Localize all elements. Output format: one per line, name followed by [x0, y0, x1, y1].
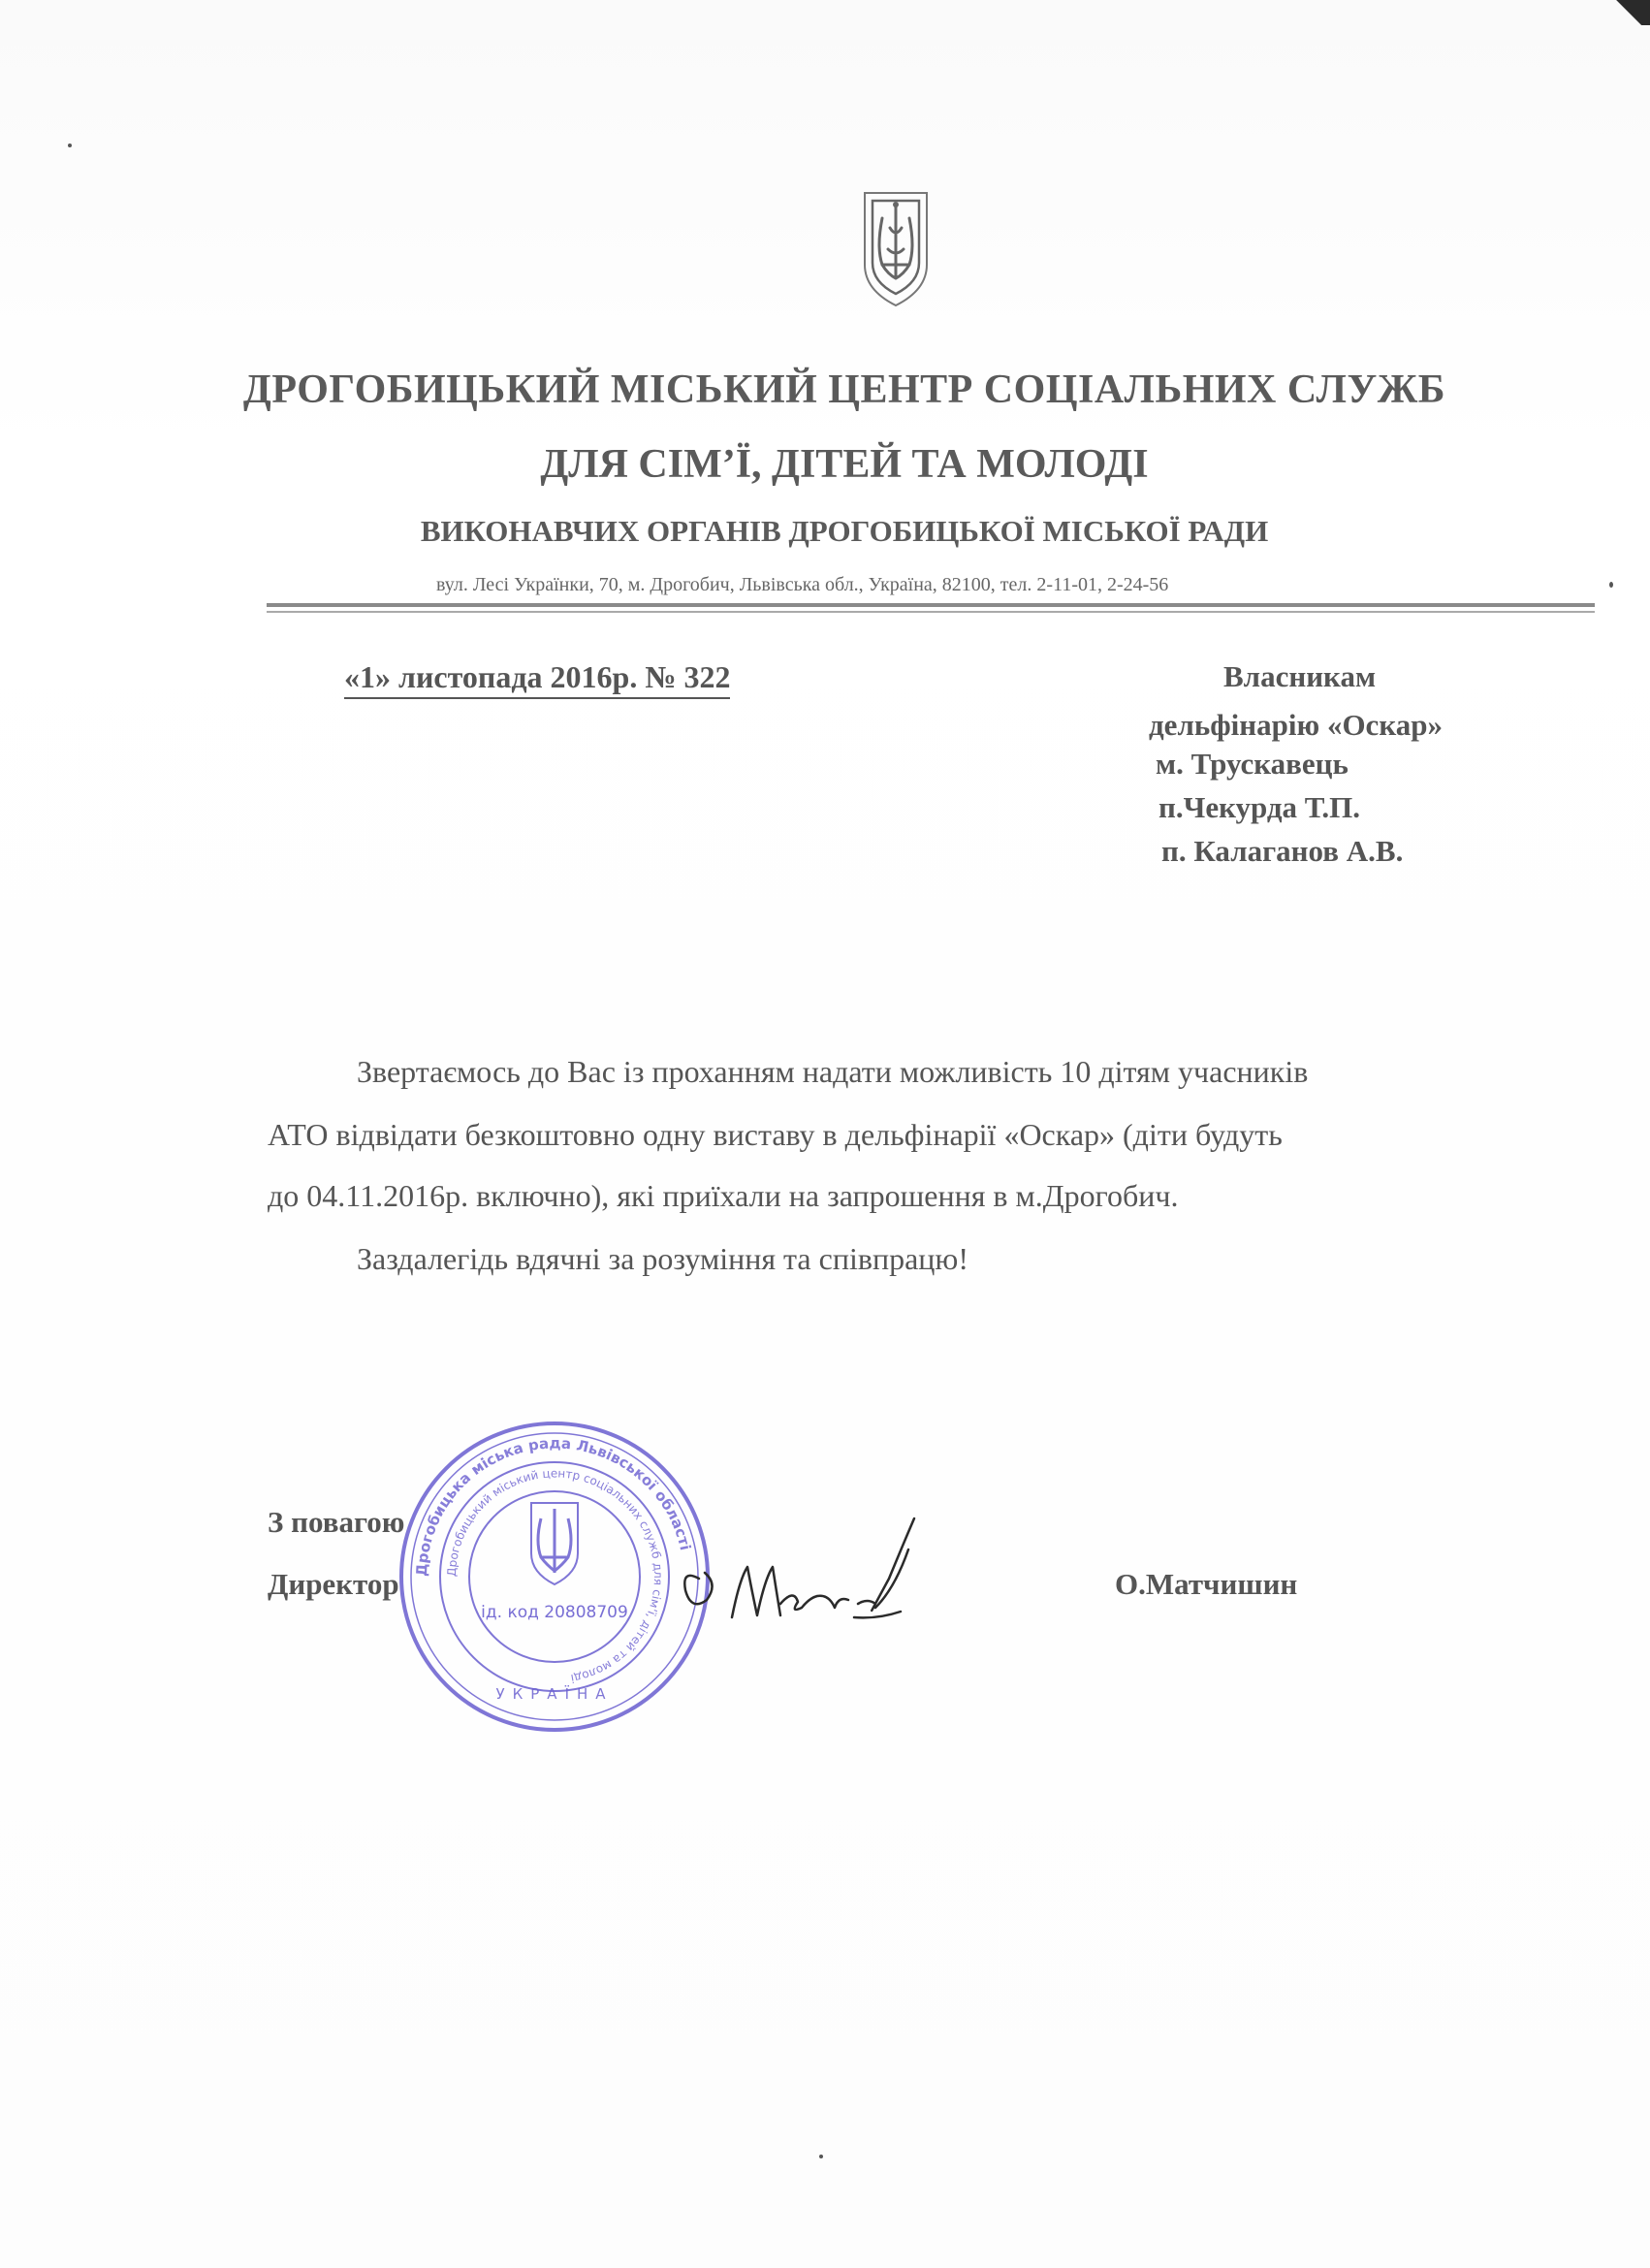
handwritten-signature — [664, 1511, 926, 1646]
org-name-line-2: ДЛЯ СІМ’Ї, ДІТЕЙ ТА МОЛОДІ — [540, 442, 1149, 487]
stamp-outer-text: Дрогобицька міська рада Львівської області — [412, 1434, 695, 1578]
document-reference: «1» листопада 2016р. № 322 — [344, 659, 730, 699]
recipient-line-4: п.Чекурда Т.П. — [1158, 790, 1360, 824]
org-name-line-1: ДРОГОБИЦЬКИЙ МІСЬКИЙ ЦЕНТР СОЦІАЛЬНИХ СЛУЖБ — [242, 367, 1446, 412]
signer-name: О.Матчишин — [1115, 1567, 1298, 1601]
tryzub-icon — [859, 189, 933, 307]
scan-speck — [68, 144, 72, 147]
body-paragraph-line-2: АТО відвідати безкоштовно одну виставу в дельфінарії «Оскар» (діти будуть — [268, 1117, 1283, 1152]
recipient-line-5: п. Калаганов А.В. — [1161, 834, 1404, 868]
tryzub-icon — [531, 1503, 578, 1584]
body-paragraph-line-3: до 04.11.2016р. включно), які приїхали на запрошення в м.Дрогобич. — [268, 1178, 1179, 1213]
svg-text:Дрогобицький міський центр соц — [445, 1466, 665, 1685]
stamp-country: УКРАЇНА — [495, 1685, 614, 1703]
scan-speck — [1609, 582, 1613, 588]
scan-corner-shadow — [1592, 0, 1650, 25]
body-paragraph-line-4: Заздалегідь вдячні за розуміння та співпрацю! — [357, 1241, 968, 1276]
recipient-line-3: м. Трускавець — [1156, 747, 1349, 781]
scan-speck — [819, 2155, 823, 2158]
closing-regards: З повагою — [268, 1505, 405, 1539]
stamp-inner-text: Дрогобицький міський центр соціальних служб для сім'ї, дітей та молоді — [444, 1466, 666, 1686]
header-divider-thin — [267, 611, 1595, 613]
signer-position: Директор — [268, 1567, 399, 1601]
stamp-code: ід. код 20808709 — [481, 1603, 628, 1622]
org-subtitle: ВИКОНАВЧИХ ОРГАНІВ ДРОГОБИЦЬКОЇ МІСЬКОЇ РАДИ — [420, 514, 1269, 548]
recipient-line-2: дельфінарію «Оскар» — [1149, 708, 1443, 742]
body-paragraph-line-1: Звертаємось до Вас із проханням надати можливість 10 дітям учасників — [357, 1054, 1309, 1089]
header-divider — [267, 603, 1595, 607]
recipient-line-1: Власникам — [1223, 659, 1377, 693]
org-address: вул. Лесі Українки, 70, м. Дрогобич, Львівська обл., Україна, 82100, тел. 2-11-01, 2-24-56 — [436, 574, 1169, 595]
